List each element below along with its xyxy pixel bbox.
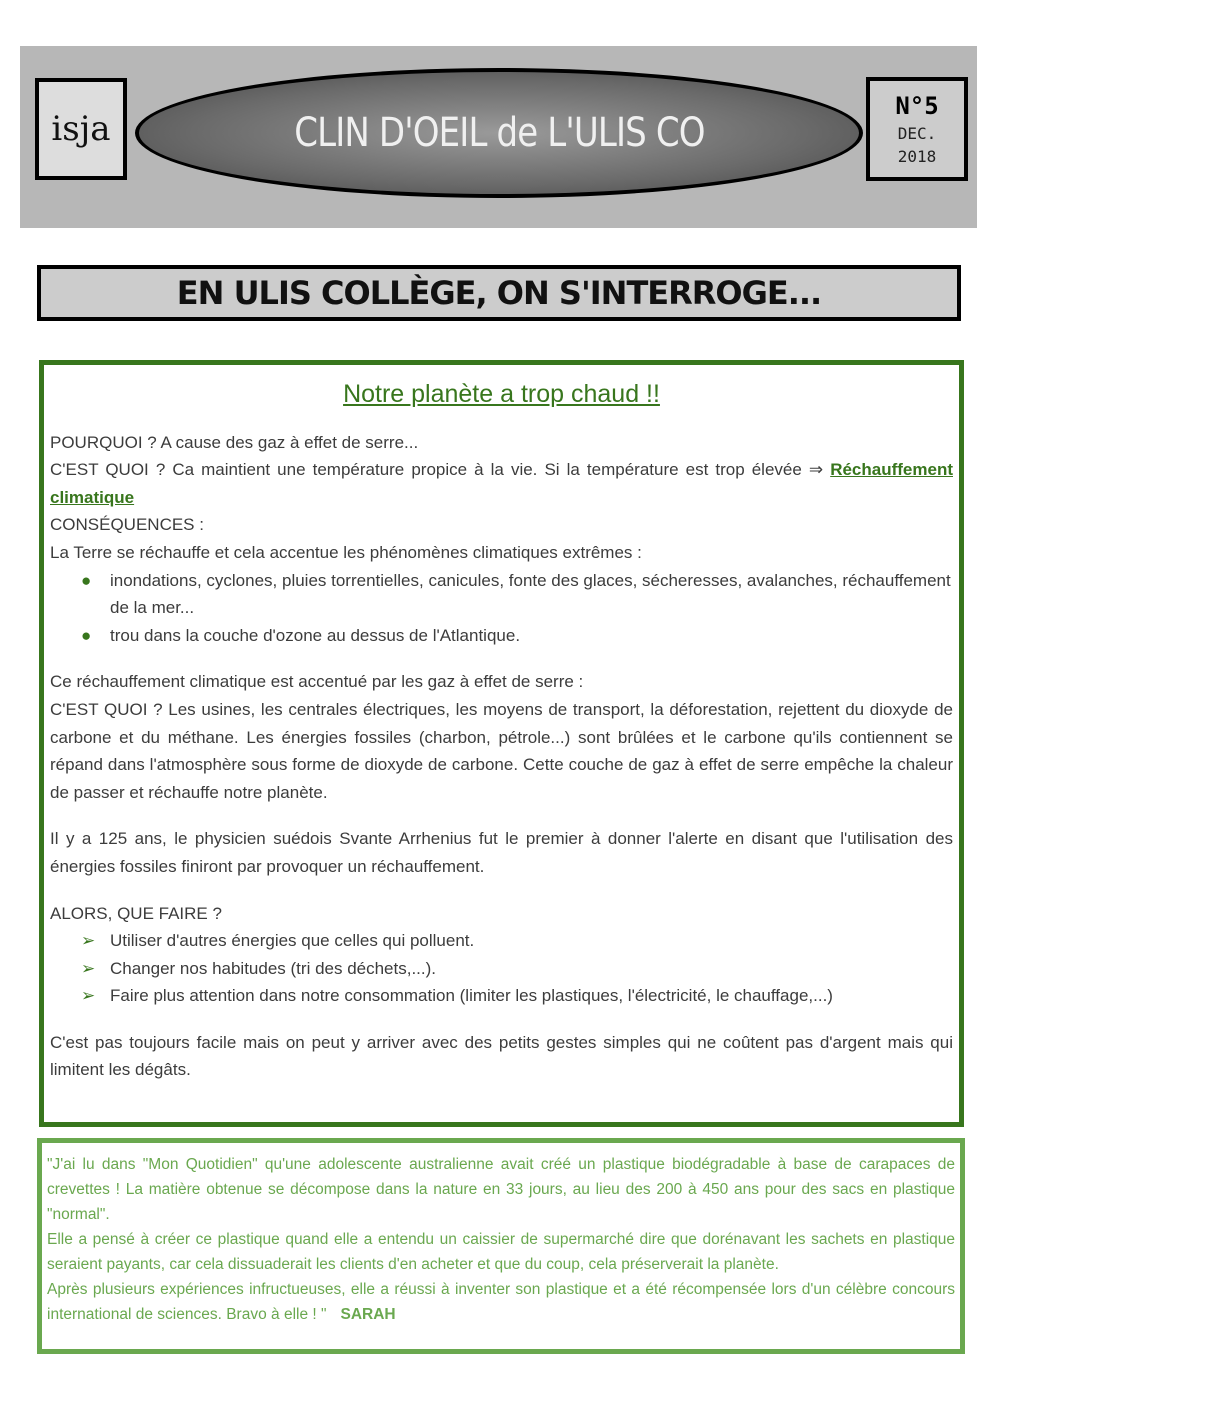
list-item: ● trou dans la couche d'ozone au dessus de l'Atlantique. [110,622,953,650]
paragraph: ALORS, QUE FAIRE ? [50,903,222,923]
issue-box [866,77,968,181]
issue-month: DEC. [897,124,937,143]
paragraph: Ce réchauffement climatique est accentué par les gaz à effet de serre : [50,672,584,692]
keyword-link: Réchauffement climatique [50,460,953,507]
paragraph: C'EST QUOI ? Ca maintient une température propice à la vie. Si la température est trop élevée ⇒ Réchauffement climatique [50,460,953,507]
issue-year: 2018 [897,147,937,166]
article-box [39,360,964,1127]
school-logo: isja [35,78,127,180]
paragraph: La Terre se réchauffe et cela accentue les phénomènes climatiques extrêmes : [50,542,642,562]
list-item: ● inondations, cyclones, pluies torrentielles, canicules, fonte des glaces, sécheresses, avalanches, réchauffement de la mer... [110,567,953,622]
bullet-icon: ● [81,570,92,590]
quote-author: SARAH [340,1306,396,1323]
quote-box [37,1138,965,1354]
list-item: ➢ Faire plus attention dans notre consommation (limiter les plastiques, l'électricité, le chauffage,...) [110,982,953,1010]
paragraph: C'est pas toujours facile mais on peut y arriver avec des petits gestes simples qui ne coûtent pas d'argent mais qui limitent les dégâts. [50,1032,953,1080]
newsletter-title: CLIN D'OEIL de L'ULIS CO [293,110,705,156]
paragraph: CONSÉQUENCES : [50,515,204,535]
header-banner [20,46,977,228]
arrow-bullet-icon: ➢ [81,986,96,1006]
paragraph: "J'ai lu dans "Mon Quotidien" qu'une adolescente australienne avait créé un plastique biodégradable à base de carapaces de crevettes ! La matière obtenue se décompose dans la nature en 33 jours, au lieu des 200 à 450 ans pour des sacs en plastique "normal". [47,1156,955,1223]
arrow-bullet-icon: ➢ [81,931,96,951]
bullet-icon: ● [81,625,92,645]
issue-number: N°5 [895,92,939,120]
consequences-list [50,567,953,650]
paragraph: Elle a pensé à créer ce plastique quand elle a entendu un caissier de supermarché dire que dorénavant les sachets en plastique seraient payants, car cela dissuaderait les clients d'en acheter et que du coup, cela préserverait la planète. [47,1231,955,1273]
list-item: ➢ Utiliser d'autres énergies que celles qui polluent. [110,927,953,955]
paragraph: POURQUOI ? A cause des gaz à effet de serre... [50,432,419,452]
paragraph: C'EST QUOI ? Les usines, les centrales électriques, les moyens de transport, la déforestation, rejettent du dioxyde de carbone et du méthane. Les énergies fossiles (charbon, pétrole...) sont brûlées et le carbone qu'ils contiennent se répand dans l'atmosphère sous forme de dioxyde de carbone. Cette couche de gaz à effet de serre empêche la chaleur de passer et réchauffe notre planète. [50,699,953,802]
paragraph: Après plusieurs expériences infructueuses, elle a réussi à inventer son plastique et a été récompensée lors d'un célèbre concours international de sciences. Bravo à elle ! " SARAH [47,1281,955,1323]
article-title: Notre planète a trop chaud !! [343,380,660,408]
section-heading: EN ULIS COLLÈGE, ON S'INTERROGE... [37,265,961,321]
arrow-bullet-icon: ➢ [81,958,96,978]
actions-list [50,927,953,1010]
paragraph: Il y a 125 ans, le physicien suédois Svante Arrhenius fut le premier à donner l'alerte en disant que l'utilisation des énergies fossiles finiront par provoquer un réchauffement. [50,829,953,876]
list-item: ➢ Changer nos habitudes (tri des déchets,...). [110,955,953,983]
title-ellipse [135,68,863,198]
